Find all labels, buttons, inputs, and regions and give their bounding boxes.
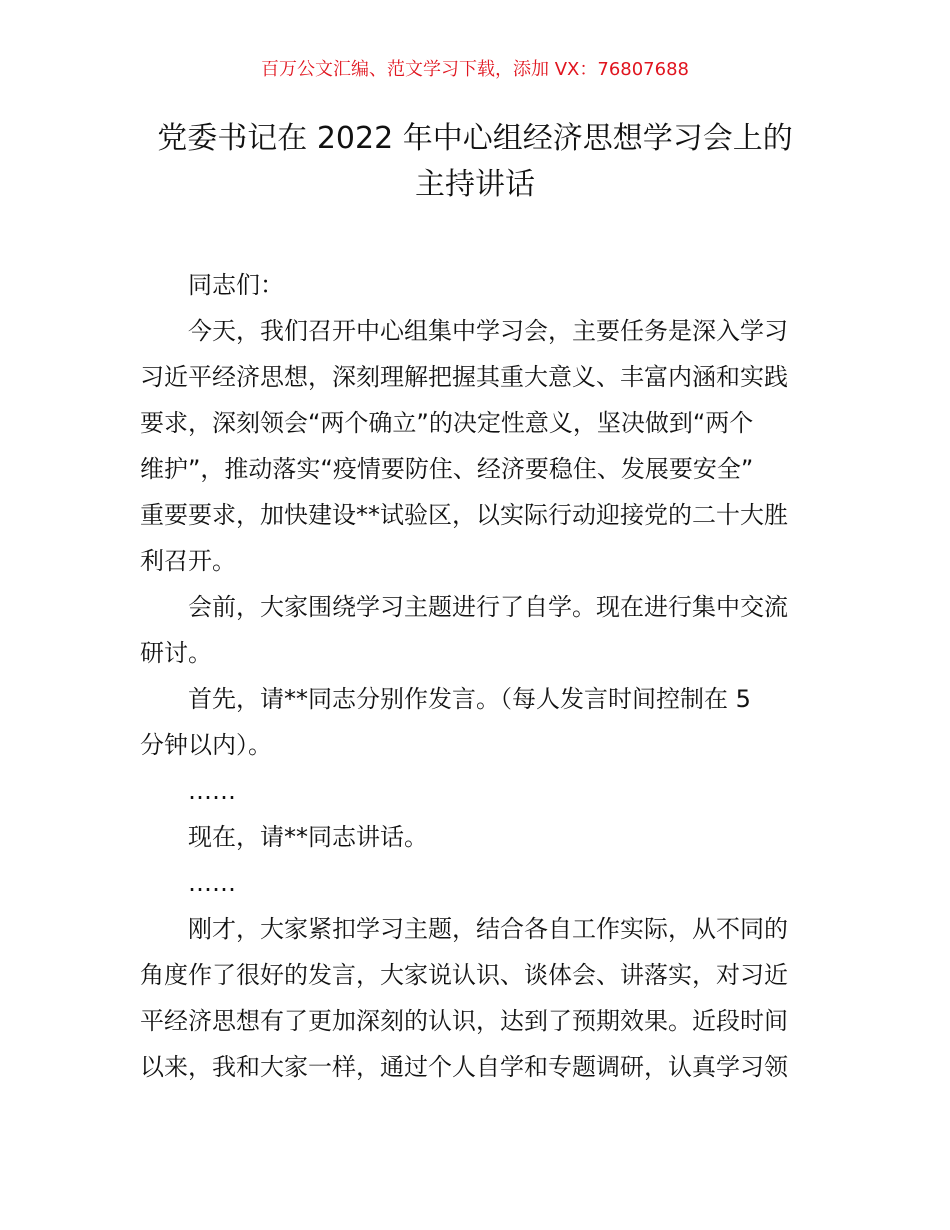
paragraph [140, 308, 812, 584]
paragraph-line: 习近平经济思想，深刻理解把握其重大意义、丰富内涵和实践 [140, 363, 788, 391]
paragraph-line: 会前，大家围绕学习主题进行了自学。现在进行集中交流 [188, 593, 788, 621]
paragraph-line: 现在，请**同志讲话。 [188, 823, 428, 851]
paragraph [140, 906, 812, 1090]
paragraph-line: …… [188, 869, 236, 897]
paragraph-line: 分钟以内）。 [140, 731, 272, 759]
paragraph-line: 平经济思想有了更加深刻的认识，达到了预期效果。近段时间 [140, 1007, 788, 1035]
paragraph-line: 研讨。 [140, 639, 212, 667]
paragraph-line: 维护”，推动落实“疫情要防住、经济要稳住、发展要安全” [140, 455, 754, 483]
title-line-1: 党委书记在 2022 年中心组经济思想学习会上的 [157, 121, 793, 156]
paragraph [140, 676, 812, 768]
title-line-2: 主持讲话 [415, 167, 535, 202]
paragraph-line: …… [188, 777, 236, 805]
paragraph [140, 814, 812, 860]
paragraph-line: 重要要求，加快建设**试验区，以实际行动迎接党的二十大胜 [140, 501, 788, 529]
watermark-banner: 百万公文汇编、范文学习下载，添加 VX：76807688 [261, 59, 689, 80]
paragraph [140, 584, 812, 676]
document-title [100, 116, 850, 208]
paragraph [140, 860, 812, 906]
paragraph-line: 首先，请**同志分别作发言。（每人发言时间控制在 5 [188, 685, 751, 713]
paragraph-line: 角度作了很好的发言，大家说认识、谈体会、讲落实，对习近 [140, 961, 788, 989]
paragraph-line: 利召开。 [140, 547, 236, 575]
paragraph [140, 262, 812, 308]
paragraph-line: 刚才，大家紧扣学习主题，结合各自工作实际，从不同的 [188, 915, 788, 943]
document-body [140, 262, 812, 1090]
paragraph-line: 要求，深刻领会“两个确立”的决定性意义，坚决做到“两个 [140, 409, 754, 437]
paragraph-line: 同志们： [188, 271, 284, 299]
paragraph [140, 768, 812, 814]
paragraph-line: 今天，我们召开中心组集中学习会，主要任务是深入学习 [188, 317, 788, 345]
paragraph-line: 以来，我和大家一样，通过个人自学和专题调研，认真学习领 [140, 1053, 788, 1081]
